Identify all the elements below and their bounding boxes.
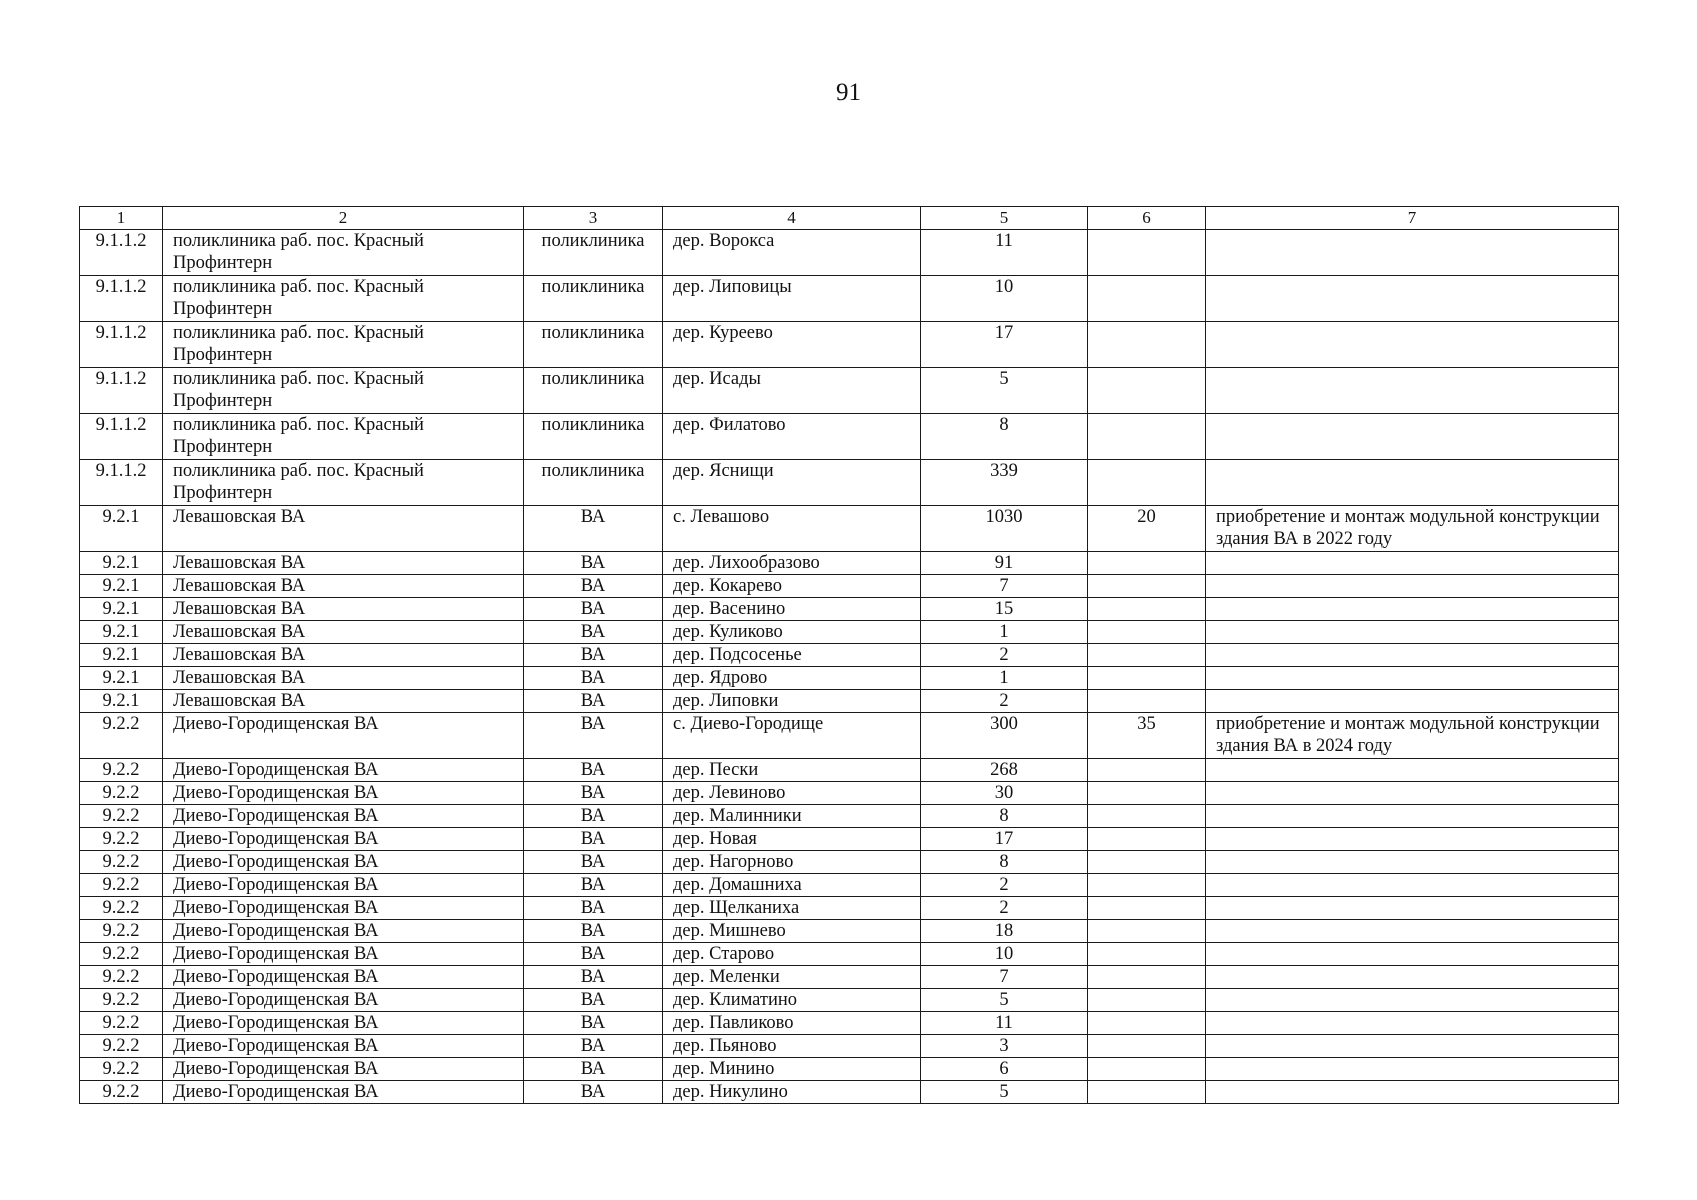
column-number: 7 xyxy=(1206,207,1619,230)
value-col-5: 3 xyxy=(921,1035,1088,1058)
facility-name: Диево-Городищенская ВА xyxy=(163,759,524,782)
value-col-6 xyxy=(1088,828,1206,851)
row-code: 9.2.2 xyxy=(80,851,163,874)
value-col-6 xyxy=(1088,1012,1206,1035)
facility-type: ВА xyxy=(524,966,663,989)
facility-type: ВА xyxy=(524,920,663,943)
value-col-5: 2 xyxy=(921,897,1088,920)
value-col-5: 10 xyxy=(921,943,1088,966)
table-row xyxy=(80,1058,1619,1081)
facility-name: Диево-Городищенская ВА xyxy=(163,966,524,989)
value-col-6 xyxy=(1088,414,1206,460)
table-row xyxy=(80,552,1619,575)
row-code: 9.2.2 xyxy=(80,920,163,943)
value-col-5: 268 xyxy=(921,759,1088,782)
row-code: 9.2.2 xyxy=(80,1035,163,1058)
row-code: 9.2.2 xyxy=(80,805,163,828)
value-col-5: 8 xyxy=(921,414,1088,460)
settlement-name: дер. Домашниха xyxy=(663,874,921,897)
facility-type: ВА xyxy=(524,805,663,828)
note-col-7 xyxy=(1206,690,1619,713)
value-col-5: 30 xyxy=(921,782,1088,805)
note-col-7 xyxy=(1206,575,1619,598)
row-code: 9.2.2 xyxy=(80,874,163,897)
facility-name: Диево-Городищенская ВА xyxy=(163,1012,524,1035)
row-code: 9.2.1 xyxy=(80,575,163,598)
row-code: 9.1.1.2 xyxy=(80,322,163,368)
note-col-7 xyxy=(1206,1081,1619,1104)
value-col-6: 20 xyxy=(1088,506,1206,552)
note-col-7 xyxy=(1206,276,1619,322)
facility-type: поликлиника xyxy=(524,276,663,322)
table-row xyxy=(80,943,1619,966)
row-code: 9.2.2 xyxy=(80,782,163,805)
note-col-7 xyxy=(1206,851,1619,874)
row-code: 9.2.2 xyxy=(80,713,163,759)
row-code: 9.2.1 xyxy=(80,598,163,621)
table-row xyxy=(80,598,1619,621)
value-col-6 xyxy=(1088,805,1206,828)
facility-type: ВА xyxy=(524,667,663,690)
facility-type: ВА xyxy=(524,690,663,713)
value-col-6 xyxy=(1088,322,1206,368)
table-row xyxy=(80,506,1619,552)
settlement-name: дер. Левиново xyxy=(663,782,921,805)
facility-type: ВА xyxy=(524,759,663,782)
value-col-6 xyxy=(1088,874,1206,897)
value-col-6 xyxy=(1088,989,1206,1012)
value-col-6 xyxy=(1088,230,1206,276)
settlement-name: дер. Нагорново xyxy=(663,851,921,874)
value-col-6 xyxy=(1088,782,1206,805)
table-row xyxy=(80,989,1619,1012)
note-col-7 xyxy=(1206,989,1619,1012)
value-col-6 xyxy=(1088,1058,1206,1081)
value-col-5: 339 xyxy=(921,460,1088,506)
facility-name: Левашовская ВА xyxy=(163,644,524,667)
table-row xyxy=(80,621,1619,644)
note-col-7 xyxy=(1206,322,1619,368)
facility-name: Диево-Городищенская ВА xyxy=(163,989,524,1012)
facility-name: Диево-Городищенская ВА xyxy=(163,851,524,874)
table-row xyxy=(80,851,1619,874)
table-row xyxy=(80,759,1619,782)
settlement-name: дер. Кокарево xyxy=(663,575,921,598)
table-row xyxy=(80,828,1619,851)
value-col-6 xyxy=(1088,759,1206,782)
value-col-5: 11 xyxy=(921,230,1088,276)
value-col-5: 17 xyxy=(921,828,1088,851)
table-row xyxy=(80,805,1619,828)
value-col-6 xyxy=(1088,276,1206,322)
facility-name: Левашовская ВА xyxy=(163,690,524,713)
table-row xyxy=(80,414,1619,460)
value-col-5: 1 xyxy=(921,667,1088,690)
value-col-6 xyxy=(1088,897,1206,920)
row-code: 9.2.1 xyxy=(80,621,163,644)
note-col-7 xyxy=(1206,230,1619,276)
settlement-name: дер. Ворокса xyxy=(663,230,921,276)
facility-type: ВА xyxy=(524,828,663,851)
facility-type: ВА xyxy=(524,713,663,759)
table-row xyxy=(80,368,1619,414)
settlement-name: дер. Никулино xyxy=(663,1081,921,1104)
facility-type: ВА xyxy=(524,506,663,552)
table-row xyxy=(80,230,1619,276)
page-number: 91 xyxy=(836,79,861,106)
note-col-7 xyxy=(1206,644,1619,667)
row-code: 9.2.1 xyxy=(80,667,163,690)
facility-name: Левашовская ВА xyxy=(163,621,524,644)
note-col-7 xyxy=(1206,552,1619,575)
note-col-7 xyxy=(1206,759,1619,782)
value-col-6 xyxy=(1088,851,1206,874)
column-number: 5 xyxy=(921,207,1088,230)
facility-type: ВА xyxy=(524,874,663,897)
value-col-5: 5 xyxy=(921,368,1088,414)
facility-name: Диево-Городищенская ВА xyxy=(163,897,524,920)
value-col-5: 5 xyxy=(921,1081,1088,1104)
facility-name: Диево-Городищенская ВА xyxy=(163,828,524,851)
settlement-name: дер. Старово xyxy=(663,943,921,966)
value-col-5: 6 xyxy=(921,1058,1088,1081)
facility-type: ВА xyxy=(524,1081,663,1104)
column-number: 3 xyxy=(524,207,663,230)
facility-name: Диево-Городищенская ВА xyxy=(163,874,524,897)
row-code: 9.2.2 xyxy=(80,1012,163,1035)
table-row xyxy=(80,1035,1619,1058)
table-row xyxy=(80,920,1619,943)
note-col-7 xyxy=(1206,805,1619,828)
table-row xyxy=(80,782,1619,805)
settlement-name: дер. Куреево xyxy=(663,322,921,368)
note-col-7 xyxy=(1206,920,1619,943)
table-row xyxy=(80,322,1619,368)
value-col-5: 8 xyxy=(921,805,1088,828)
settlement-name: дер. Яснищи xyxy=(663,460,921,506)
settlement-name: дер. Куликово xyxy=(663,621,921,644)
note-col-7 xyxy=(1206,874,1619,897)
settlement-name: дер. Лихообразово xyxy=(663,552,921,575)
note-col-7 xyxy=(1206,897,1619,920)
table-row xyxy=(80,1081,1619,1104)
table-row xyxy=(80,713,1619,759)
row-code: 9.1.1.2 xyxy=(80,276,163,322)
value-col-6 xyxy=(1088,667,1206,690)
settlement-name: дер. Пьяново xyxy=(663,1035,921,1058)
note-col-7: приобретение и монтаж модульной конструкции здания ВА в 2024 году xyxy=(1206,713,1619,759)
value-col-6 xyxy=(1088,460,1206,506)
value-col-6 xyxy=(1088,943,1206,966)
note-col-7 xyxy=(1206,1058,1619,1081)
facility-type: ВА xyxy=(524,621,663,644)
facility-type: поликлиника xyxy=(524,230,663,276)
facility-name: Диево-Городищенская ВА xyxy=(163,805,524,828)
value-col-5: 2 xyxy=(921,644,1088,667)
note-col-7 xyxy=(1206,828,1619,851)
row-code: 9.1.1.2 xyxy=(80,230,163,276)
settlement-name: дер. Щелканиха xyxy=(663,897,921,920)
facility-name: Левашовская ВА xyxy=(163,667,524,690)
row-code: 9.2.1 xyxy=(80,506,163,552)
table-row xyxy=(80,575,1619,598)
value-col-6 xyxy=(1088,552,1206,575)
facility-type: поликлиника xyxy=(524,460,663,506)
table-row xyxy=(80,644,1619,667)
value-col-6 xyxy=(1088,1081,1206,1104)
facility-type: поликлиника xyxy=(524,322,663,368)
settlement-name: дер. Малинники xyxy=(663,805,921,828)
value-col-5: 15 xyxy=(921,598,1088,621)
settlement-name: дер. Васенино xyxy=(663,598,921,621)
settlement-name: дер. Исады xyxy=(663,368,921,414)
facility-name: Диево-Городищенская ВА xyxy=(163,1058,524,1081)
settlement-name: дер. Минино xyxy=(663,1058,921,1081)
row-code: 9.2.2 xyxy=(80,1081,163,1104)
value-col-6 xyxy=(1088,966,1206,989)
facility-type: ВА xyxy=(524,598,663,621)
settlement-name: дер. Пески xyxy=(663,759,921,782)
row-code: 9.2.2 xyxy=(80,943,163,966)
settlement-name: дер. Павликово xyxy=(663,1012,921,1035)
facility-name: Левашовская ВА xyxy=(163,598,524,621)
facility-name: Диево-Городищенская ВА xyxy=(163,713,524,759)
table-body xyxy=(80,207,1619,1104)
settlement-name: дер. Климатино xyxy=(663,989,921,1012)
table-row xyxy=(80,1012,1619,1035)
value-col-5: 7 xyxy=(921,966,1088,989)
settlement-name: с. Диево-Городище xyxy=(663,713,921,759)
value-col-5: 91 xyxy=(921,552,1088,575)
row-code: 9.2.2 xyxy=(80,966,163,989)
row-code: 9.2.2 xyxy=(80,989,163,1012)
settlement-name: дер. Липовки xyxy=(663,690,921,713)
facility-type: ВА xyxy=(524,989,663,1012)
row-code: 9.2.2 xyxy=(80,1058,163,1081)
note-col-7 xyxy=(1206,460,1619,506)
facility-name: поликлиника раб. пос. Красный Профинтерн xyxy=(163,322,524,368)
settlement-name: с. Левашово xyxy=(663,506,921,552)
value-col-6 xyxy=(1088,621,1206,644)
table-row xyxy=(80,874,1619,897)
value-col-5: 17 xyxy=(921,322,1088,368)
table-row xyxy=(80,966,1619,989)
facility-type: ВА xyxy=(524,897,663,920)
note-col-7 xyxy=(1206,943,1619,966)
table-row xyxy=(80,897,1619,920)
column-number: 6 xyxy=(1088,207,1206,230)
note-col-7 xyxy=(1206,667,1619,690)
table-row xyxy=(80,276,1619,322)
row-code: 9.2.1 xyxy=(80,690,163,713)
row-code: 9.1.1.2 xyxy=(80,460,163,506)
facility-name: Левашовская ВА xyxy=(163,506,524,552)
value-col-5: 1030 xyxy=(921,506,1088,552)
facility-type: ВА xyxy=(524,1012,663,1035)
facility-name: Диево-Городищенская ВА xyxy=(163,943,524,966)
note-col-7 xyxy=(1206,621,1619,644)
column-number: 2 xyxy=(163,207,524,230)
facility-name: поликлиника раб. пос. Красный Профинтерн xyxy=(163,276,524,322)
facility-type: ВА xyxy=(524,575,663,598)
note-col-7: приобретение и монтаж модульной конструкции здания ВА в 2022 году xyxy=(1206,506,1619,552)
facility-type: ВА xyxy=(524,1035,663,1058)
facility-name: Диево-Городищенская ВА xyxy=(163,782,524,805)
settlement-name: дер. Ядрово xyxy=(663,667,921,690)
column-number: 1 xyxy=(80,207,163,230)
facility-name: Левашовская ВА xyxy=(163,575,524,598)
column-number-row xyxy=(80,207,1619,230)
facility-type: ВА xyxy=(524,552,663,575)
note-col-7 xyxy=(1206,368,1619,414)
facility-name: поликлиника раб. пос. Красный Профинтерн xyxy=(163,368,524,414)
value-col-6: 35 xyxy=(1088,713,1206,759)
note-col-7 xyxy=(1206,414,1619,460)
facility-type: ВА xyxy=(524,782,663,805)
note-col-7 xyxy=(1206,966,1619,989)
value-col-5: 11 xyxy=(921,1012,1088,1035)
facility-name: Диево-Городищенская ВА xyxy=(163,1081,524,1104)
note-col-7 xyxy=(1206,598,1619,621)
note-col-7 xyxy=(1206,782,1619,805)
table-row xyxy=(80,460,1619,506)
value-col-6 xyxy=(1088,368,1206,414)
value-col-6 xyxy=(1088,1035,1206,1058)
facility-type: ВА xyxy=(524,644,663,667)
facility-name: поликлиника раб. пос. Красный Профинтерн xyxy=(163,230,524,276)
value-col-5: 10 xyxy=(921,276,1088,322)
row-code: 9.1.1.2 xyxy=(80,368,163,414)
value-col-5: 2 xyxy=(921,690,1088,713)
row-code: 9.2.1 xyxy=(80,644,163,667)
data-table xyxy=(79,206,1619,1104)
facility-type: поликлиника xyxy=(524,368,663,414)
table-row xyxy=(80,667,1619,690)
value-col-6 xyxy=(1088,690,1206,713)
settlement-name: дер. Мишнево xyxy=(663,920,921,943)
facility-name: Диево-Городищенская ВА xyxy=(163,1035,524,1058)
settlement-name: дер. Подсосенье xyxy=(663,644,921,667)
table-row xyxy=(80,690,1619,713)
facility-name: поликлиника раб. пос. Красный Профинтерн xyxy=(163,460,524,506)
value-col-6 xyxy=(1088,644,1206,667)
settlement-name: дер. Меленки xyxy=(663,966,921,989)
row-code: 9.2.2 xyxy=(80,828,163,851)
value-col-6 xyxy=(1088,920,1206,943)
settlement-name: дер. Липовицы xyxy=(663,276,921,322)
value-col-5: 2 xyxy=(921,874,1088,897)
facility-name: Левашовская ВА xyxy=(163,552,524,575)
value-col-5: 300 xyxy=(921,713,1088,759)
settlement-name: дер. Новая xyxy=(663,828,921,851)
facility-type: ВА xyxy=(524,1058,663,1081)
value-col-6 xyxy=(1088,598,1206,621)
facility-name: поликлиника раб. пос. Красный Профинтерн xyxy=(163,414,524,460)
facility-type: ВА xyxy=(524,943,663,966)
value-col-5: 1 xyxy=(921,621,1088,644)
value-col-5: 5 xyxy=(921,989,1088,1012)
value-col-5: 8 xyxy=(921,851,1088,874)
facility-type: ВА xyxy=(524,851,663,874)
row-code: 9.2.2 xyxy=(80,897,163,920)
note-col-7 xyxy=(1206,1012,1619,1035)
value-col-5: 7 xyxy=(921,575,1088,598)
row-code: 9.1.1.2 xyxy=(80,414,163,460)
settlement-name: дер. Филатово xyxy=(663,414,921,460)
row-code: 9.2.2 xyxy=(80,759,163,782)
note-col-7 xyxy=(1206,1035,1619,1058)
facility-name: Диево-Городищенская ВА xyxy=(163,920,524,943)
facility-type: поликлиника xyxy=(524,414,663,460)
value-col-6 xyxy=(1088,575,1206,598)
row-code: 9.2.1 xyxy=(80,552,163,575)
value-col-5: 18 xyxy=(921,920,1088,943)
column-number: 4 xyxy=(663,207,921,230)
